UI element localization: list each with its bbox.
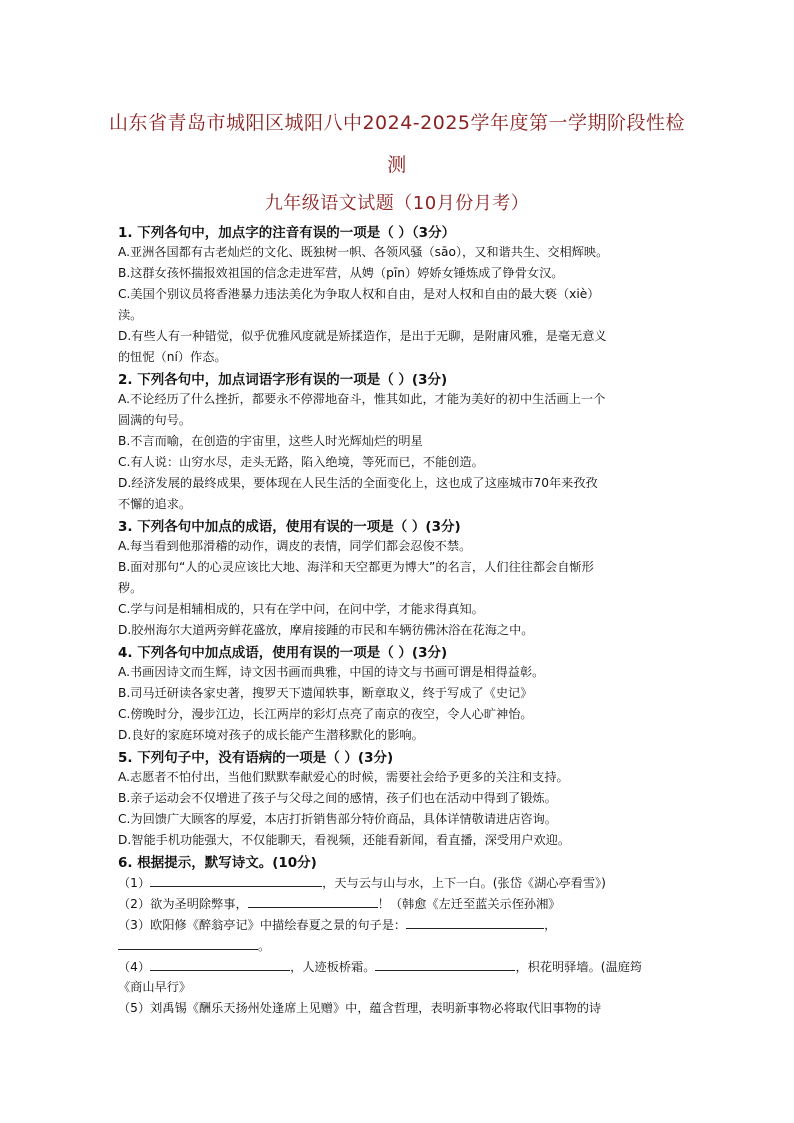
q2-option-c: C.有人说：山穷水尽，走头无路，陷入绝境，等死而已，不能创造。 [118,455,484,469]
q3-option-c: C.学与问是相辅相成的，只有在学中问，在问中学，才能求得真知。 [118,602,484,616]
q1-option-c-line2: 渎。 [118,308,143,322]
q2-option-d-line2: 不懈的追求。 [118,497,192,511]
q6-item-4-middle: ，人迹板桥霜。 [290,960,376,974]
question-4-stem: 4. 下列各句中加点成语，使用有误的一项是（ ）(3分) [118,645,448,661]
q6-item-2 [118,893,690,915]
q6-item-3-prefix: （3）欧阳修《醉翁亭记》中描绘春夏之景的句子是： [118,918,407,932]
q1-option-d-line1: D.有些人有一种错觉，似乎优雅风度就是矫揉造作，是出于无聊，是附庸风雅，是毫无意义 [118,329,607,343]
q5-option-b: B.亲子运动会不仅增进了孩子与父母之间的感情，孩子们也在活动中得到了锻炼。 [118,791,557,805]
q6-item-4-prefix: （4） [118,960,151,974]
q6-item-1-blank[interactable] [150,872,322,887]
question-5-stem: 5. 下列句子中，没有语病的一项是（ ）(3分) [118,750,394,766]
q3-option-d: D.胶州海尔大道两旁鲜花盛放，摩肩接踵的市民和车辆彷佛沐浴在花海之中。 [118,623,534,637]
exam-title-line1: 山东省青岛市城阳区城阳八中2024-2025学年度第一学期阶段性检 [108,112,686,134]
q2-option-a-line2: 圆满的句号。 [118,413,192,427]
q5-option-d: D.智能手机功能强大，不仅能聊天，看视频，还能看新闻，看直播，深受用户欢迎。 [118,833,571,847]
q1-option-c-line1: C.美国个别议员将香港暴力违法美化为争取人权和自由，是对人权和自由的最大亵（xiè） [118,287,600,301]
exam-subtitle: 九年级语文试题（10月份月考） [264,193,530,214]
q5-option-a: A.志愿者不怕付出，当他们默默奉献爱心的时候，需要社会给予更多的关注和支持。 [118,770,569,784]
question-2-stem: 2. 下列各句中，加点词语字形有误的一项是（ ）(3分) [118,372,448,388]
question-3-stem: 3. 下列各句中加点的成语，使用有误的一项是（ ）(3分) [118,519,461,535]
q6-item-3 [118,914,690,936]
q1-option-a: A.亚洲各国都有古老灿烂的文化、既独树一帜、各领风骚（sāo），又和谐共生、交相辉映。 [118,245,609,259]
q6-item-4-suffix: ，枳花明驿墙。(温庭筠 [515,960,643,974]
q3-option-b-line2: 秽。 [118,581,143,595]
q6-item-3-line2 [118,935,690,957]
q2-option-b: B.不言而喻，在创造的宇宙里，这些人时光辉灿烂的明星 [118,434,423,448]
q2-option-d-line1: D.经济发展的最终成果，要体现在人民生活的全面变化上，这也成了这座城市70年来孜孜 [118,476,598,490]
q4-option-d: D.良好的家庭环境对孩子的成长能产生潜移默化的影响。 [118,728,424,742]
q6-item-4-blank-2[interactable] [375,956,515,971]
q6-item-1-suffix: ，天与云与山与水，上下一白。(张岱《湖心亭看雪》) [322,876,606,890]
q4-option-a: A.书画因诗文而生辉，诗文因书画而典雅，中国的诗文与书画可谓是相得益彰。 [118,665,545,679]
q6-item-3-separator: ， [544,918,557,932]
q6-item-2-suffix: ！（韩愈《左迁至蓝关示侄孙湘》 [377,897,561,911]
q1-option-b: B.这群女孩怀揣报效祖国的信念走进军营，从娉（pīn）婷娇女锤炼成了铮骨女汉。 [118,266,564,280]
question-6-stem: 6. 根据提示，默写诗文。(10分) [118,855,317,871]
q6-item-3-end: 。 [258,939,271,953]
q3-option-a: A.每当看到他那滑稽的动作，调皮的表情，同学们都会忍俊不禁。 [118,539,472,553]
q5-option-c: C.为回馈广大顾客的厚爱，本店打折销售部分特价商品，具体详情敬请进店咨询。 [118,812,557,826]
q6-item-3-blank-1[interactable] [406,914,544,929]
question-1-stem: 1. 下列各句中，加点字的注音有误的一项是（ ）（3分） [118,225,456,241]
q6-item-5: （5）刘禹锡《酬乐天扬州处逢席上见赠》中，蕴含哲理，表明新事物必将取代旧事物的诗 [118,1001,602,1015]
q1-option-d-line2: 的忸怩（ní）作态。 [118,350,227,364]
q4-option-c: C.傍晚时分，漫步江边，长江两岸的彩灯点亮了南京的夜空，令人心旷神怡。 [118,707,533,721]
q2-option-a-line1: A.不论经历了什么挫折，都要永不停滞地奋斗，惟其如此，才能为美好的初中生活画上一个 [118,392,606,406]
q6-item-4 [118,956,690,978]
q4-option-b: B.司马迁研读各家史著，搜罗天下遗闻轶事，断章取义，终于写成了《史记》 [118,686,533,700]
exam-title-line2: 测 [387,154,407,176]
q6-item-4-line2: 《商山早行》 [118,980,192,994]
q6-item-3-blank-2[interactable] [118,935,258,950]
q3-option-b-line1: B.面对那句“人的心灵应该比大地、海洋和天空都更为博大”的名言，人们往往都会自惭形 [118,560,594,574]
q6-item-2-prefix: （2）欲为圣明除弊事， [118,897,248,911]
q6-item-1 [118,872,690,894]
q6-item-1-prefix: （1） [118,876,151,890]
q6-item-2-blank[interactable] [248,893,378,908]
q6-item-4-blank-1[interactable] [150,956,290,971]
